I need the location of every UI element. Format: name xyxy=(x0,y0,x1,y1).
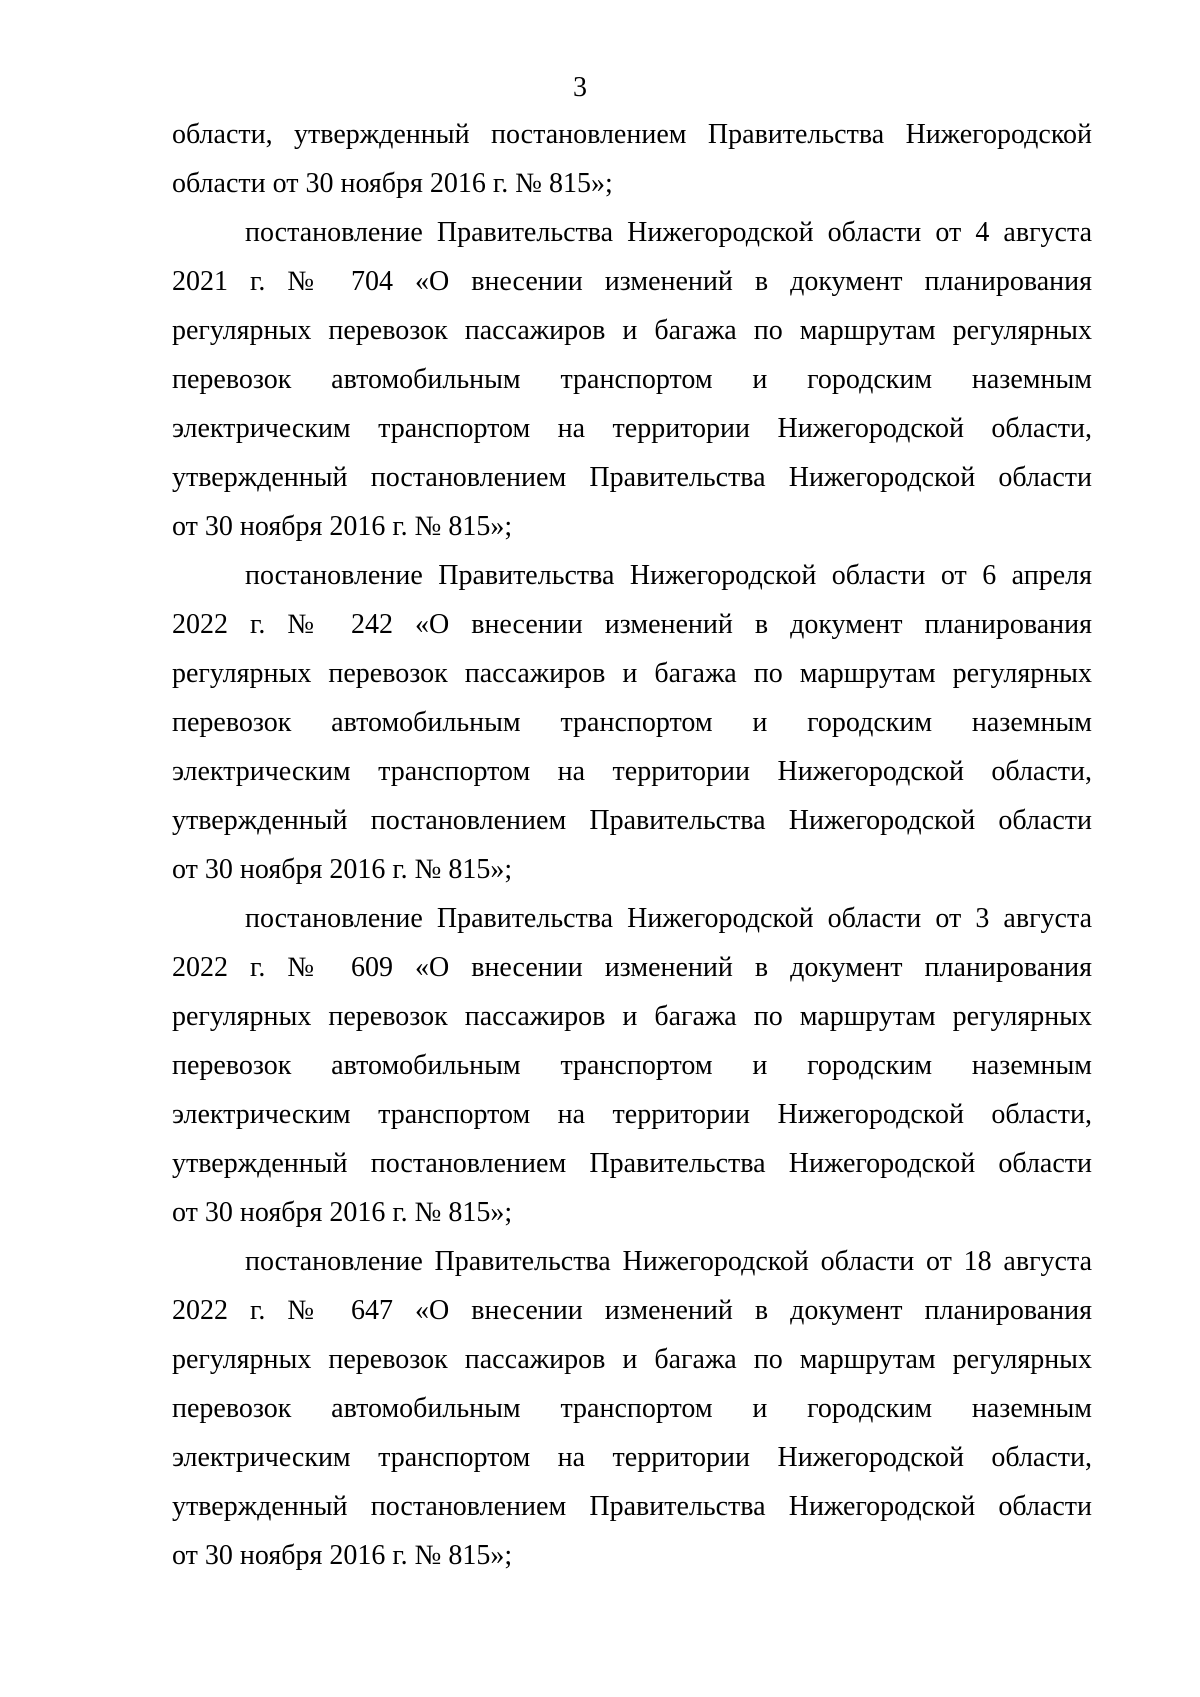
paragraph-line: перевозок автомобильным транспортом и городским наземным xyxy=(172,1050,1092,1081)
paragraph-line: 2022 г. № 242 «О внесении изменений в документ планирования xyxy=(172,609,1092,640)
paragraph-1 xyxy=(172,110,1092,208)
paragraph-line: 2022 г. № 609 «О внесении изменений в документ планирования xyxy=(172,952,1092,983)
paragraph-line: постановление Правительства Нижегородской области от 4 августа xyxy=(245,217,1092,248)
paragraph-line: от 30 ноября 2016 г. № 815»; xyxy=(172,854,513,885)
paragraph-line: регулярных перевозок пассажиров и багажа по маршрутам регулярных xyxy=(172,315,1092,346)
paragraph-line: постановление Правительства Нижегородской области от 6 апреля xyxy=(245,560,1092,591)
paragraph-line: регулярных перевозок пассажиров и багажа по маршрутам регулярных xyxy=(172,1001,1092,1032)
paragraph-2 xyxy=(172,208,1092,551)
paragraph-line: электрическим транспортом на территории Нижегородской области, xyxy=(172,1442,1092,1473)
paragraph-line: от 30 ноября 2016 г. № 815»; xyxy=(172,1197,513,1228)
paragraph-line: 2022 г. № 647 «О внесении изменений в документ планирования xyxy=(172,1295,1092,1326)
paragraph-line: от 30 ноября 2016 г. № 815»; xyxy=(172,1540,513,1571)
document-body xyxy=(172,110,1092,1580)
paragraph-line: утвержденный постановлением Правительства Нижегородской области xyxy=(172,1491,1092,1522)
paragraph-line: электрическим транспортом на территории Нижегородской области, xyxy=(172,1099,1092,1130)
paragraph-line: от 30 ноября 2016 г. № 815»; xyxy=(172,511,513,542)
paragraph-line: области, утвержденный постановлением Правительства Нижегородской xyxy=(172,119,1092,150)
paragraph-line: электрическим транспортом на территории Нижегородской области, xyxy=(172,756,1092,787)
paragraph-line: постановление Правительства Нижегородской области от 18 августа xyxy=(245,1246,1092,1277)
paragraph-3 xyxy=(172,551,1092,894)
paragraph-line: утвержденный постановлением Правительства Нижегородской области xyxy=(172,805,1092,836)
paragraph-line: утвержденный постановлением Правительства Нижегородской области xyxy=(172,462,1092,493)
paragraph-line: перевозок автомобильным транспортом и городским наземным xyxy=(172,364,1092,395)
paragraph-line: утвержденный постановлением Правительства Нижегородской области xyxy=(172,1148,1092,1179)
paragraph-line: 2021 г. № 704 «О внесении изменений в документ планирования xyxy=(172,266,1092,297)
paragraph-4 xyxy=(172,894,1092,1237)
paragraph-line: постановление Правительства Нижегородской области от 3 августа xyxy=(245,903,1092,934)
paragraph-line: перевозок автомобильным транспортом и городским наземным xyxy=(172,707,1092,738)
page-number: 3 xyxy=(573,72,587,103)
paragraph-5 xyxy=(172,1237,1092,1580)
paragraph-line: регулярных перевозок пассажиров и багажа по маршрутам регулярных xyxy=(172,658,1092,689)
paragraph-line: области от 30 ноября 2016 г. № 815»; xyxy=(172,168,613,199)
paragraph-line: электрическим транспортом на территории Нижегородской области, xyxy=(172,413,1092,444)
paragraph-line: перевозок автомобильным транспортом и городским наземным xyxy=(172,1393,1092,1424)
paragraph-line: регулярных перевозок пассажиров и багажа по маршрутам регулярных xyxy=(172,1344,1092,1375)
